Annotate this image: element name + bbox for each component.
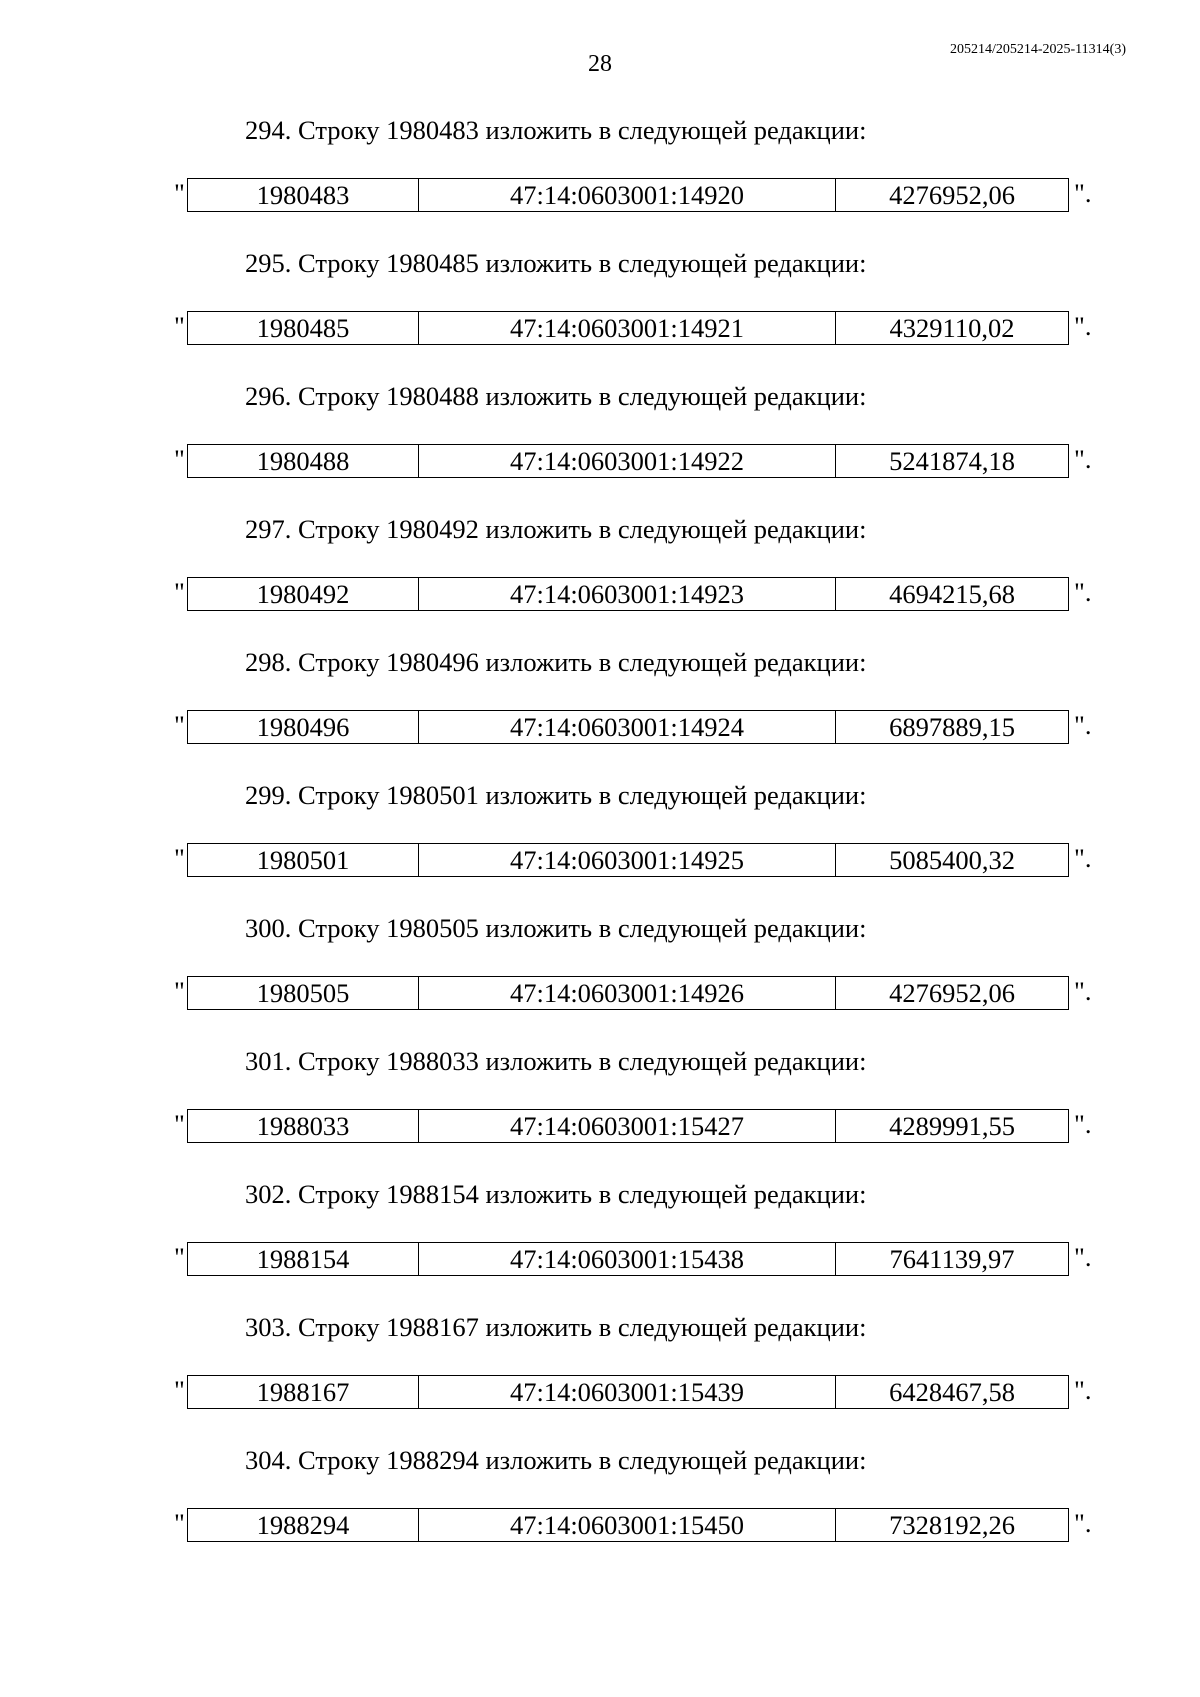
- amended-row: [0, 178, 1200, 212]
- opening-quote: ": [174, 1242, 185, 1272]
- amendment-instruction: 295. Строку 1980485 изложить в следующей редакции:: [245, 248, 867, 278]
- amendment-item: [0, 644, 1200, 777]
- value-cell: 4329110,02: [836, 312, 1069, 345]
- amended-row: [0, 843, 1200, 877]
- amended-row: [0, 311, 1200, 345]
- amendment-list: [0, 112, 1200, 1575]
- row-table: [187, 1508, 1069, 1542]
- closing-quote: ".: [1074, 1109, 1092, 1139]
- amended-row: [0, 976, 1200, 1010]
- amended-row: [0, 1375, 1200, 1409]
- amended-row: [0, 1242, 1200, 1276]
- cadastral-number-cell: 47:14:0603001:15450: [419, 1509, 836, 1542]
- value-cell: 7328192,26: [836, 1509, 1069, 1542]
- amended-row: [0, 1109, 1200, 1143]
- cadastral-number-cell: 47:14:0603001:14925: [419, 844, 836, 877]
- opening-quote: ": [174, 976, 185, 1006]
- row-id-cell: 1988294: [188, 1509, 419, 1542]
- value-cell: 4694215,68: [836, 578, 1069, 611]
- opening-quote: ": [174, 1375, 185, 1405]
- row-table: [187, 178, 1069, 212]
- row-id-cell: 1980496: [188, 711, 419, 744]
- cadastral-number-cell: 47:14:0603001:14921: [419, 312, 836, 345]
- amendment-instruction: 300. Строку 1980505 изложить в следующей редакции:: [245, 913, 867, 943]
- row-id-cell: 1980501: [188, 844, 419, 877]
- closing-quote: ".: [1074, 843, 1092, 873]
- amendment-item: [0, 511, 1200, 644]
- amendment-instruction: 302. Строку 1988154 изложить в следующей редакции:: [245, 1179, 867, 1209]
- opening-quote: ": [174, 1508, 185, 1538]
- opening-quote: ": [174, 444, 185, 474]
- amendment-item: [0, 1442, 1200, 1575]
- row-table: [187, 311, 1069, 345]
- row-id-cell: 1980505: [188, 977, 419, 1010]
- amendment-instruction: 304. Строку 1988294 изложить в следующей редакции:: [245, 1445, 867, 1475]
- amendment-instruction: 296. Строку 1980488 изложить в следующей редакции:: [245, 381, 867, 411]
- amendment-item: [0, 1309, 1200, 1442]
- amendment-item: [0, 245, 1200, 378]
- amendment-item: [0, 378, 1200, 511]
- cadastral-number-cell: 47:14:0603001:14923: [419, 578, 836, 611]
- amendment-item: [0, 112, 1200, 245]
- closing-quote: ".: [1074, 1242, 1092, 1272]
- opening-quote: ": [174, 1109, 185, 1139]
- value-cell: 6897889,15: [836, 711, 1069, 744]
- amended-row: [0, 710, 1200, 744]
- closing-quote: ".: [1074, 444, 1092, 474]
- row-table: [187, 1109, 1069, 1143]
- amendment-instruction: 301. Строку 1988033 изложить в следующей редакции:: [245, 1046, 867, 1076]
- opening-quote: ": [174, 710, 185, 740]
- closing-quote: ".: [1074, 976, 1092, 1006]
- row-id-cell: 1988033: [188, 1110, 419, 1143]
- amendment-instruction: 297. Строку 1980492 изложить в следующей редакции:: [245, 514, 867, 544]
- amended-row: [0, 577, 1200, 611]
- row-id-cell: 1988167: [188, 1376, 419, 1409]
- amendment-instruction: 303. Строку 1988167 изложить в следующей редакции:: [245, 1312, 867, 1342]
- value-cell: 4289991,55: [836, 1110, 1069, 1143]
- closing-quote: ".: [1074, 710, 1092, 740]
- closing-quote: ".: [1074, 1508, 1092, 1538]
- opening-quote: ": [174, 178, 185, 208]
- row-table: [187, 843, 1069, 877]
- closing-quote: ".: [1074, 577, 1092, 607]
- page-number: 28: [588, 51, 612, 77]
- opening-quote: ": [174, 843, 185, 873]
- row-table: [187, 577, 1069, 611]
- amended-row: [0, 1508, 1200, 1542]
- closing-quote: ".: [1074, 178, 1092, 208]
- amendment-item: [0, 777, 1200, 910]
- cadastral-number-cell: 47:14:0603001:15439: [419, 1376, 836, 1409]
- value-cell: 7641139,97: [836, 1243, 1069, 1276]
- amendment-item: [0, 910, 1200, 1043]
- row-id-cell: 1980485: [188, 312, 419, 345]
- opening-quote: ": [174, 577, 185, 607]
- closing-quote: ".: [1074, 1375, 1092, 1405]
- row-table: [187, 710, 1069, 744]
- cadastral-number-cell: 47:14:0603001:14920: [419, 179, 836, 212]
- row-table: [187, 1242, 1069, 1276]
- value-cell: 4276952,06: [836, 977, 1069, 1010]
- amended-row: [0, 444, 1200, 478]
- row-id-cell: 1980483: [188, 179, 419, 212]
- row-table: [187, 444, 1069, 478]
- opening-quote: ": [174, 311, 185, 341]
- document-reference: 205214/205214-2025-11314(3): [949, 42, 1126, 57]
- cadastral-number-cell: 47:14:0603001:14922: [419, 445, 836, 478]
- amendment-instruction: 294. Строку 1980483 изложить в следующей редакции:: [245, 115, 867, 145]
- value-cell: 5085400,32: [836, 844, 1069, 877]
- amendment-instruction: 299. Строку 1980501 изложить в следующей редакции:: [245, 780, 867, 810]
- value-cell: 4276952,06: [836, 179, 1069, 212]
- cadastral-number-cell: 47:14:0603001:15438: [419, 1243, 836, 1276]
- value-cell: 6428467,58: [836, 1376, 1069, 1409]
- amendment-item: [0, 1176, 1200, 1309]
- row-table: [187, 1375, 1069, 1409]
- cadastral-number-cell: 47:14:0603001:15427: [419, 1110, 836, 1143]
- row-id-cell: 1980488: [188, 445, 419, 478]
- cadastral-number-cell: 47:14:0603001:14924: [419, 711, 836, 744]
- row-table: [187, 976, 1069, 1010]
- amendment-item: [0, 1043, 1200, 1176]
- row-id-cell: 1980492: [188, 578, 419, 611]
- closing-quote: ".: [1074, 311, 1092, 341]
- row-id-cell: 1988154: [188, 1243, 419, 1276]
- cadastral-number-cell: 47:14:0603001:14926: [419, 977, 836, 1010]
- amendment-instruction: 298. Строку 1980496 изложить в следующей редакции:: [245, 647, 867, 677]
- value-cell: 5241874,18: [836, 445, 1069, 478]
